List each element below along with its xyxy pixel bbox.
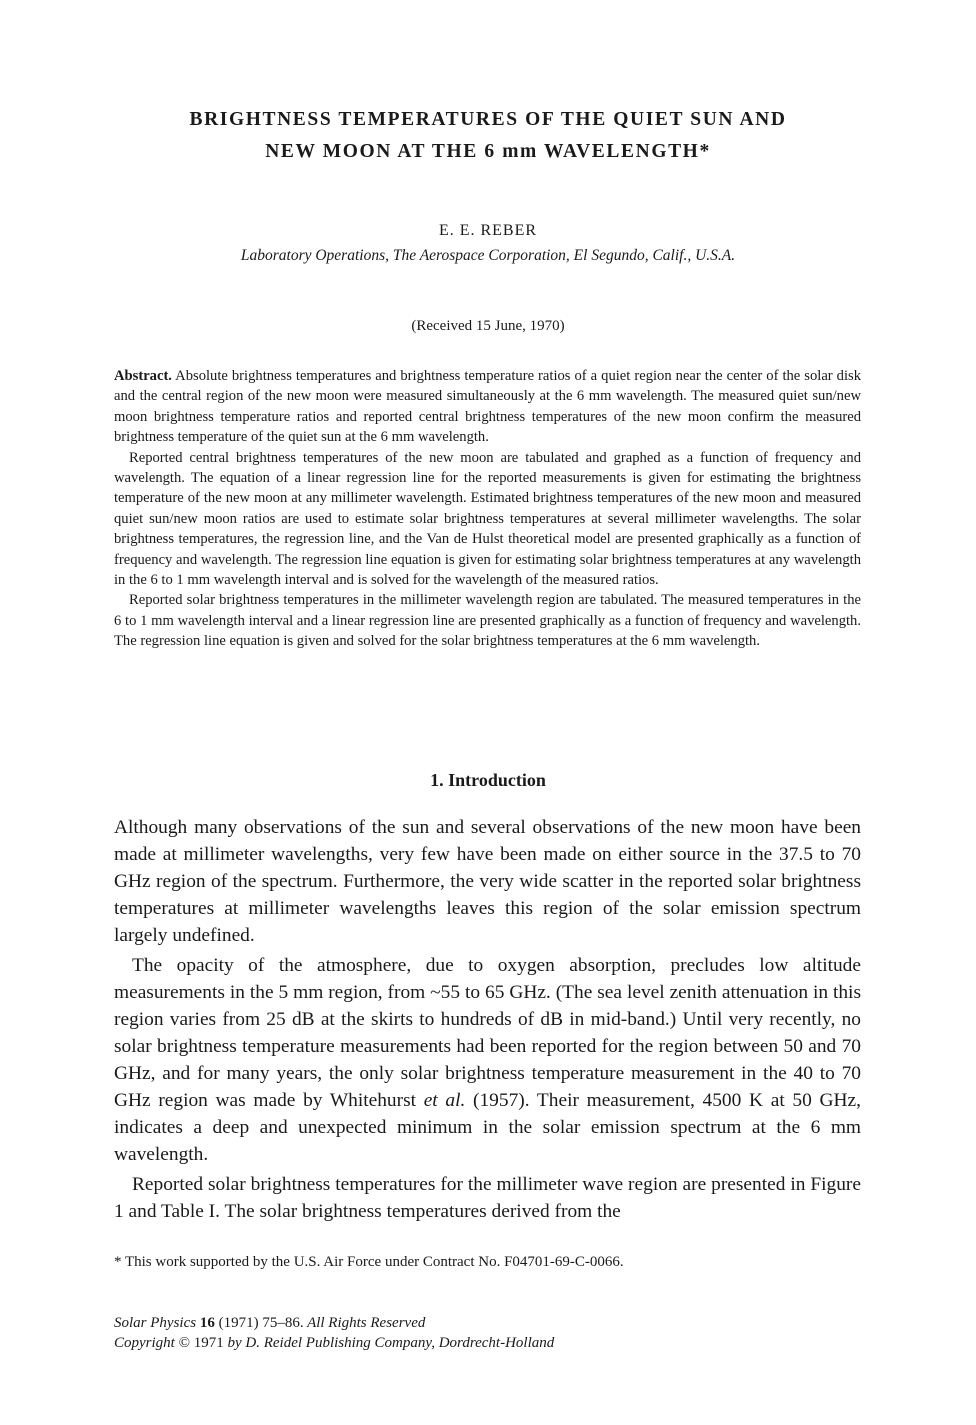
copyright-symbol: © (178, 1335, 190, 1351)
journal-year-pages: (1971) 75–86. (218, 1315, 304, 1331)
received-date: (Received 15 June, 1970) (411, 318, 565, 334)
abstract-p1-text: Absolute brightness temperatures and brightness temperature ratios of a quiet region near the center of the solar disk and the central region of the new moon were measured simultaneously at the 6 mm wavelength. The measured quiet sun/new moon brightness temperature ratios and reported central brightness temperatures of the new moon confirm the measured brightness temperature of the quiet sun at the 6 mm wavelength. (114, 368, 861, 446)
abstract-paragraph-3: Reported solar brightness temperatures in the millimeter wavelength region are tabulated. The measured temperatures in the 6 to 1 mm wavelength interval and a linear regression line are presented graphically as a function of frequency and wavelength. The regression line equation is given and solved for the solar brightness temperatures at the 6 mm wavelength. (114, 592, 861, 650)
title-line-1: BRIGHTNESS TEMPERATURES OF THE QUIET SUN AND (189, 109, 787, 130)
journal-name: Solar Physics (114, 1315, 197, 1331)
intro-paragraph-2 (114, 952, 861, 1168)
journal-info (114, 1313, 861, 1353)
journal-copyright (114, 1333, 861, 1353)
footnote: * This work supported by the U.S. Air Force under Contract No. F04701-69-C-0066. (114, 1254, 624, 1270)
copyright-label: Copyright (114, 1335, 175, 1351)
introduction-body (114, 814, 861, 1225)
journal-volume: 16 (199, 1315, 215, 1331)
paper-title (0, 104, 976, 168)
author-name: E. E. REBER (438, 222, 538, 239)
journal-rights: All Rights Reserved (307, 1315, 426, 1331)
intro-p2-etal: et al. (423, 1090, 466, 1111)
abstract-paragraph-2: Reported central brightness temperatures of the new moon are tabulated and graphed as a function of frequency and wavelength. The equation of a linear regression line for the reported measurements is given for estimating the brightness temperature of the new moon at any millimeter wavelength. Estimated brightness temperatures of the new moon and measured quiet sun/new moon ratios are used to estimate solar brightness temperatures at several millimeter wavelengths. The solar brightness temperatures, the regression line, and the Van de Hulst theoretical model are presented graphically as a function of frequency and wavelength. The regression line equation is given for estimating solar brightness temperatures at any wavelength in the 6 to 1 mm wavelength interval and is solved for the wavelength of the measured ratios. (114, 449, 861, 589)
intro-paragraph-1: Although many observations of the sun and several observations of the new moon have been made at millimeter wavelengths, very few have been made on either source in the 37.5 to 70 GHz region of the spectrum. Furthermore, the very wide scatter in the reported solar brightness temperatures at millimeter wavelengths leaves this region of the solar emission spectrum largely undefined. (114, 817, 861, 946)
journal-citation (114, 1313, 861, 1333)
intro-p2-text-b: (1957). Their measurement, 4500 K at 50 GHz, indicates a deep and unexpected minimum in the solar emission spectrum at the 6 mm wavelength. (114, 1090, 861, 1165)
intro-paragraph-3: Reported solar brightness temperatures for the millimeter wave region are presented in Figure 1 and Table I. The solar brightness temperatures derived from the (114, 1174, 861, 1222)
intro-p2-text-a: The opacity of the atmosphere, due to oxygen absorption, precludes low altitude measurements in the 5 mm region, from ~55 to 65 GHz. (The sea level zenith attenuation in this region varies from 25 dB at the skirts to hundreds of dB in mid-band.) Until very recently, no solar brightness temperature measurements had been reported for the region between 50 and 70 GHz, and for many years, the only solar brightness temperature measurement in the 40 to 70 GHz region was made by Whitehurst (114, 955, 861, 1111)
abstract-paragraph-1 (114, 366, 861, 448)
copyright-year: 1971 (193, 1335, 224, 1351)
section-heading: 1. Introduction (430, 770, 546, 790)
title-line-2: NEW MOON AT THE 6 mm WAVELENGTH* (265, 141, 711, 162)
copyright-publisher: by D. Reidel Publishing Company, Dordrecht-Holland (227, 1335, 555, 1351)
abstract-label: Abstract. (114, 368, 172, 384)
abstract (114, 366, 861, 652)
author-affiliation: Laboratory Operations, The Aerospace Corporation, El Segundo, Calif., U.S.A. (240, 247, 736, 264)
